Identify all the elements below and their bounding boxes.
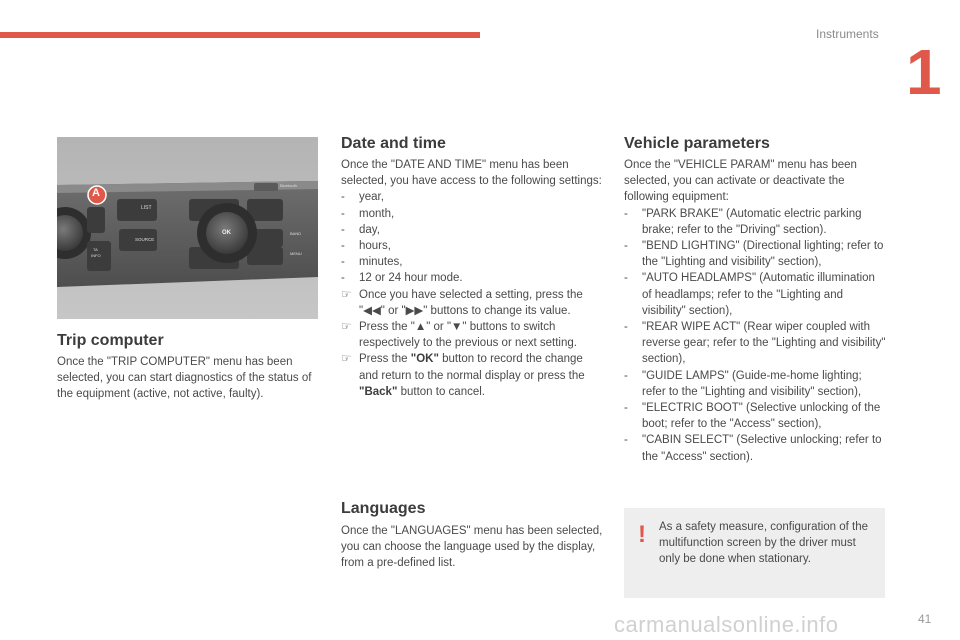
menu-button-label: MENU <box>290 251 302 256</box>
list-item: - "PARK BRAKE" (Automatic electric parking brake; refer to the "Driving" section). <box>624 207 862 236</box>
pointer-hand-icon: ☞ <box>341 321 352 334</box>
safety-warning-box <box>624 508 885 598</box>
trip-computer-heading: Trip computer <box>57 332 164 349</box>
info-button-label: INFO <box>91 253 101 258</box>
date-settings-list <box>341 189 603 400</box>
section-title: Instruments <box>816 27 879 41</box>
list-item: - "REAR WIPE ACT" (Rear wiper coupled with reverse gear; refer to the "Lighting and visibility" section), <box>624 321 886 366</box>
list-item: - "ELECTRIC BOOT" (Selective unlocking of the boot; refer to the "Access" section), <box>624 402 881 431</box>
bluetooth-label: Bluetooth <box>280 183 297 188</box>
band-button-label: BAND <box>290 231 302 236</box>
vehicle-params-intro: Once the "VEHICLE PARAM" menu has been selected, you can activate or deactivate the following equipment: <box>624 159 857 204</box>
step-item: ☞ Once you have selected a setting, press the "◀◀" or "▶▶" buttons to change its value. <box>341 288 583 317</box>
list-item: - day, <box>341 223 380 236</box>
ok-keyword: "OK" <box>410 353 439 366</box>
list-item: - "AUTO HEADLAMPS" (Automatic illumination of headlamps; refer to the "Lighting and visibility" section), <box>624 272 875 317</box>
control-panel-photo <box>57 137 318 319</box>
arrow-up-icon: ▲ <box>414 321 427 334</box>
vehicle-params-heading: Vehicle parameters <box>624 135 770 152</box>
back-keyword: "Back" <box>359 385 398 398</box>
ta-button-label: TA <box>93 247 98 252</box>
list-item: - "BEND LIGHTING" (Directional lighting; refer to the "Lighting and visibility" section), <box>624 240 884 269</box>
date-time-intro: Once the "DATE AND TIME" menu has been selected, you have access to the following settings: <box>341 159 602 188</box>
fast-forward-icon: ▶▶ <box>405 304 424 317</box>
date-time-heading: Date and time <box>341 135 446 152</box>
step-item: ☞ Press the "▲" or "▼" buttons to switch respectively to the previous or next setting. <box>341 321 577 350</box>
list-item: - minutes, <box>341 256 403 269</box>
list-item: - "CABIN SELECT" (Selective unlocking; refer to the "Access" section). <box>624 434 882 463</box>
list-item: - 12 or 24 hour mode. <box>341 272 463 285</box>
trip-computer-text: Once the "TRIP COMPUTER" menu has been selected, you can start diagnostics of the status of the equipment (active, not active, faulty). <box>57 356 312 401</box>
pointer-hand-icon: ☞ <box>341 288 352 301</box>
arrow-down-icon: ▼ <box>451 321 463 334</box>
source-button-label: SOURCE <box>135 237 155 242</box>
chapter-number: 1 <box>906 36 942 108</box>
list-item: - year, <box>341 191 384 204</box>
ok-button-label: OK <box>222 230 231 236</box>
step-item: ☞ Press the "OK" button to record the change and return to the normal display or press the "Back" button to cancel. <box>341 353 585 398</box>
list-item: - hours, <box>341 240 391 253</box>
vehicle-params-list <box>624 206 886 465</box>
list-button-label: LIST <box>141 205 152 211</box>
control-panel-illustration <box>57 137 318 319</box>
watermark: carmanualsonline.info <box>614 612 839 637</box>
pointer-hand-icon: ☞ <box>341 353 352 366</box>
list-item: - month, <box>341 207 395 220</box>
rewind-icon: ◀◀ <box>363 304 381 317</box>
list-item: - "GUIDE LAMPS" (Guide-me-home lighting; refer to the "Lighting and visibility" section), <box>624 369 862 398</box>
languages-heading: Languages <box>341 500 426 517</box>
callout-a: A <box>92 187 100 199</box>
languages-text: Once the "LANGUAGES" menu has been selected, you can choose the language used by the display, from a pre-defined list. <box>341 525 603 570</box>
header-accent-bar <box>0 32 480 38</box>
warning-text: As a safety measure, configuration of the multifunction screen by the driver must only be done when stationary. <box>659 521 869 566</box>
page-number: 41 <box>918 612 932 626</box>
warning-icon: ! <box>638 521 646 548</box>
